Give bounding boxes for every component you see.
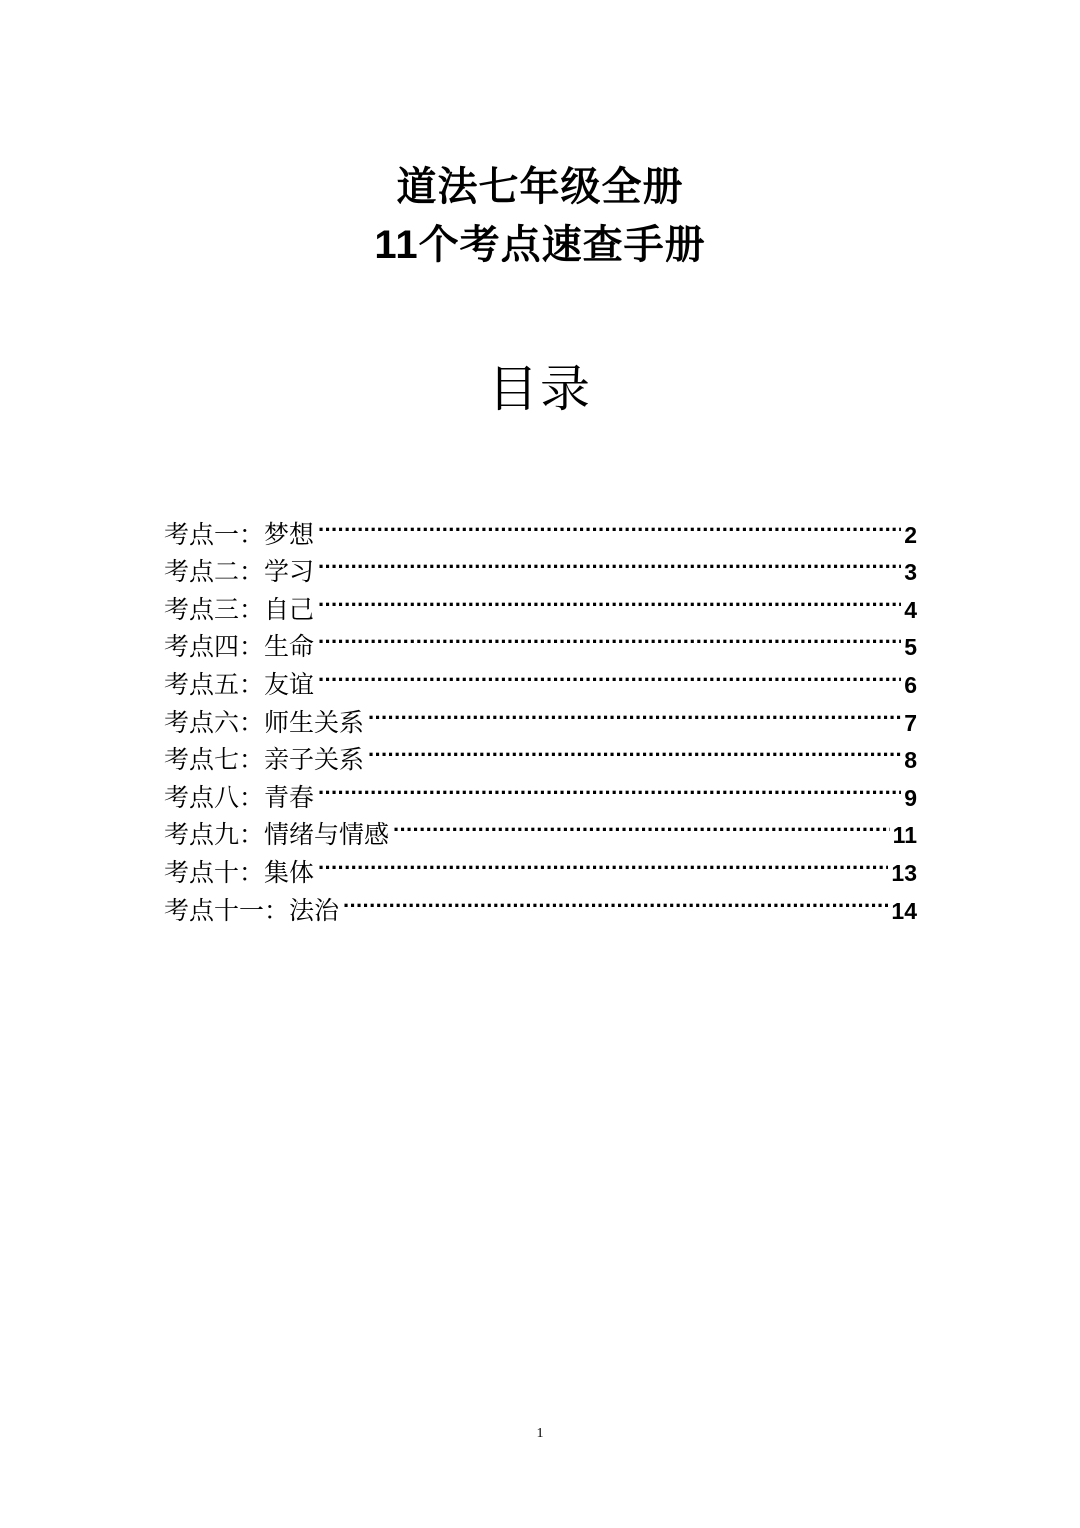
page-number: 1 [536,1426,544,1441]
toc-entry-label: 考点六：师生关系 [164,708,365,737]
dot-leader [393,806,890,844]
dot-leader [318,580,901,618]
dot-leader [343,881,888,919]
dot-leader [318,655,901,693]
toc-entry-page: 5 [904,634,917,661]
toc-entry-label: 考点七：亲子关系 [164,746,365,775]
document-title [0,158,1080,274]
toc-entry-page: 4 [904,596,917,623]
dot-leader [368,693,901,731]
title-line-1: 道法七年级全册 [396,165,684,209]
title-line-2: 11个考点速查手册 [374,223,706,267]
toc-entry-page: 14 [891,897,917,924]
toc-entry-label: 考点五：友谊 [164,670,315,699]
toc-entry-page: 2 [904,521,917,548]
toc-entry-label: 考点十一：法治 [164,896,340,925]
toc-entry-page: 13 [891,859,917,886]
toc-entry[interactable] [164,505,917,549]
toc-entry-page: 7 [904,709,917,736]
dot-leader [368,731,901,769]
dot-leader [318,618,901,656]
toc-entry-page: 9 [904,784,917,811]
toc-entry-label: 考点二：学习 [164,558,315,587]
toc-entry-label: 考点九：情绪与情感 [164,821,390,850]
toc-entry-label: 考点四：生命 [164,633,315,662]
toc-entry-label: 考点十：集体 [164,858,315,887]
table-of-contents [164,505,917,925]
toc-entry-label: 考点三：自己 [164,595,315,624]
toc-entry-page: 3 [904,559,917,586]
toc-heading: 目录 [488,361,592,417]
dot-leader [318,843,888,881]
toc-entry-page: 11 [892,822,917,849]
toc-entry-label: 考点一：梦想 [164,520,315,549]
dot-leader [318,505,901,543]
toc-entry-page: 6 [904,671,917,698]
dot-leader [318,768,901,806]
toc-entry-label: 考点八：青春 [164,783,315,812]
toc-entry-page: 8 [904,747,917,774]
dot-leader [318,543,901,581]
